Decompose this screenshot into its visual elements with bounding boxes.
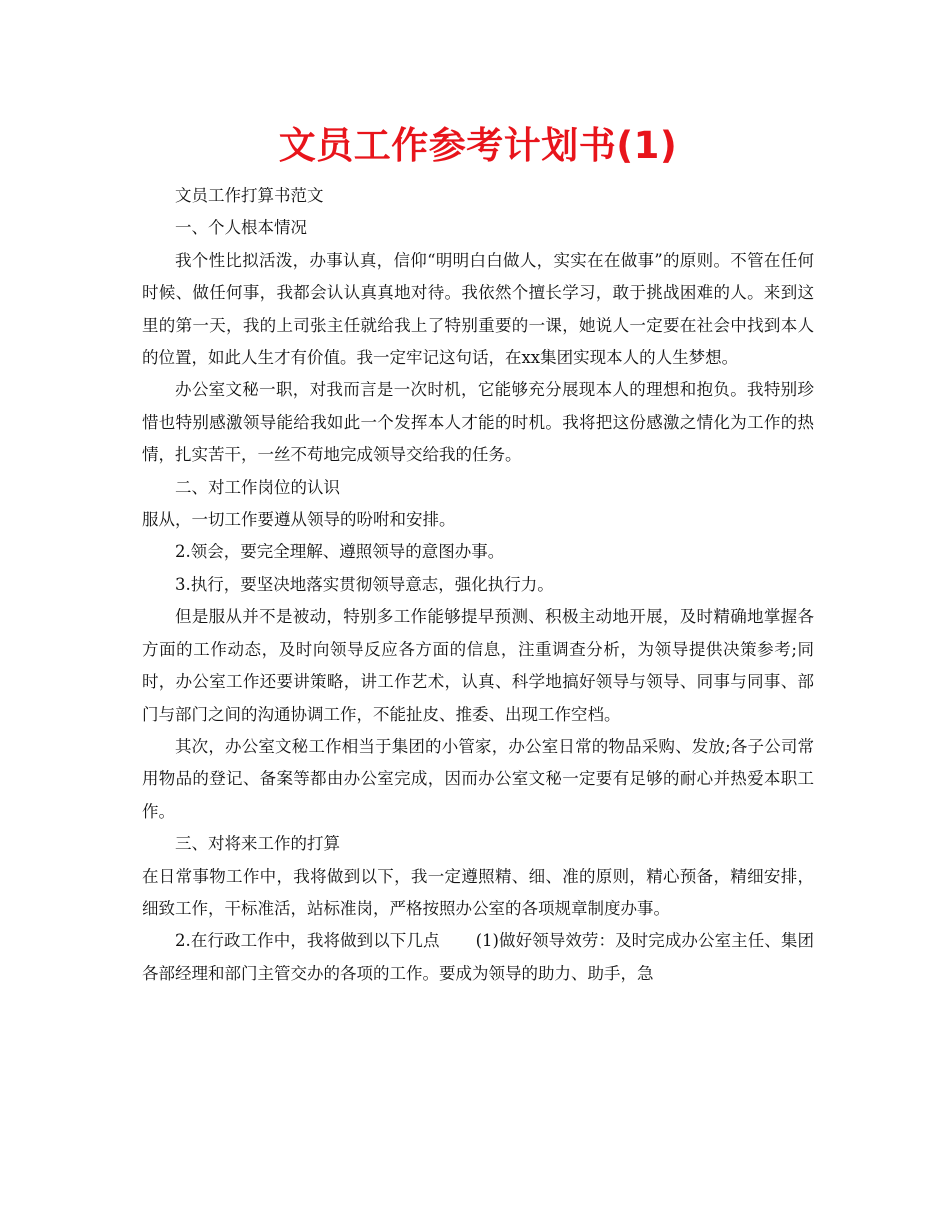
- paragraph: 但是服从并不是被动，特别多工作能够提早预测、积极主动地开展，及时精确地掌握各方面的工作动态，及时向领导反应各方面的信息，注重调查分析，为领导提供决策参考;同时，办公室工作还要讲策略，讲工作艺术，认真、科学地搞好领导与领导、同事与同事、部门与部门之间的沟通协调工作，不能扯皮、推委、出现工作空档。: [142, 607, 814, 724]
- paragraph: 办公室文秘一职，对我而言是一次时机，它能够充分展现本人的理想和抱负。我特别珍惜也特别感激领导能给我如此一个发挥本人才能的时机。我将把这份感激之情化为工作的热情，扎实苦干，一丝不苟地完成领导交给我的任务。: [142, 380, 814, 465]
- section-heading: 三、对将来工作的打算: [175, 834, 340, 854]
- section-heading: 二、对工作岗位的认识: [175, 477, 340, 497]
- paragraph: 在日常事物工作中，我将做到以下，我一定遵照精、细、准的原则，精心预备，精细安排，细致工作，干标准活，站标准岗，严格按照办公室的各项规章制度办事。: [142, 866, 814, 918]
- paragraph: 服从，一切工作要遵从领导的吩咐和安排。: [142, 510, 456, 530]
- last-paragraph-part-2: (1)做好领导效劳：及时完成办公室主任、集团各部经理和部门主管交办的各项的工作。要成为领导的助力、助手，急: [142, 931, 814, 983]
- list-item: 2.领会，要完全理解、遵照领导的意图办事。: [175, 542, 505, 562]
- paragraph-last: [142, 925, 814, 990]
- last-paragraph-part-1: 2.在行政工作中，我将做到以下几点: [175, 931, 440, 951]
- document-title: 文员工作参考计划书(1): [278, 124, 678, 167]
- paragraph: 其次，办公室文秘工作相当于集团的小管家，办公室日常的物品采购、发放;各子公司常用物品的登记、备案等都由办公室完成，因而办公室文秘一定要有足够的耐心并热爱本职工作。: [142, 736, 814, 821]
- section-heading: 一、个人根本情况: [175, 218, 307, 238]
- paragraph: 我个性比拟活泼，办事认真，信仰“明明白白做人，实实在在做事”的原则。不管在任何时候、做任何事，我都会认认真真地对待。我依然个擅长学习，敢于挑战困难的人。来到这里的第一天，我的上司张主任就给我上了特别重要的一课，她说人一定要在社会中找到本人的位置，如此人生才有价值。我一定牢记这句话，在xx集团实现本人的人生梦想。: [142, 250, 814, 368]
- list-item: 3.执行，要坚决地落实贯彻领导意志，强化执行力。: [175, 574, 554, 594]
- document-body: [142, 180, 814, 990]
- paragraph: 文员工作打算书范文: [175, 186, 324, 205]
